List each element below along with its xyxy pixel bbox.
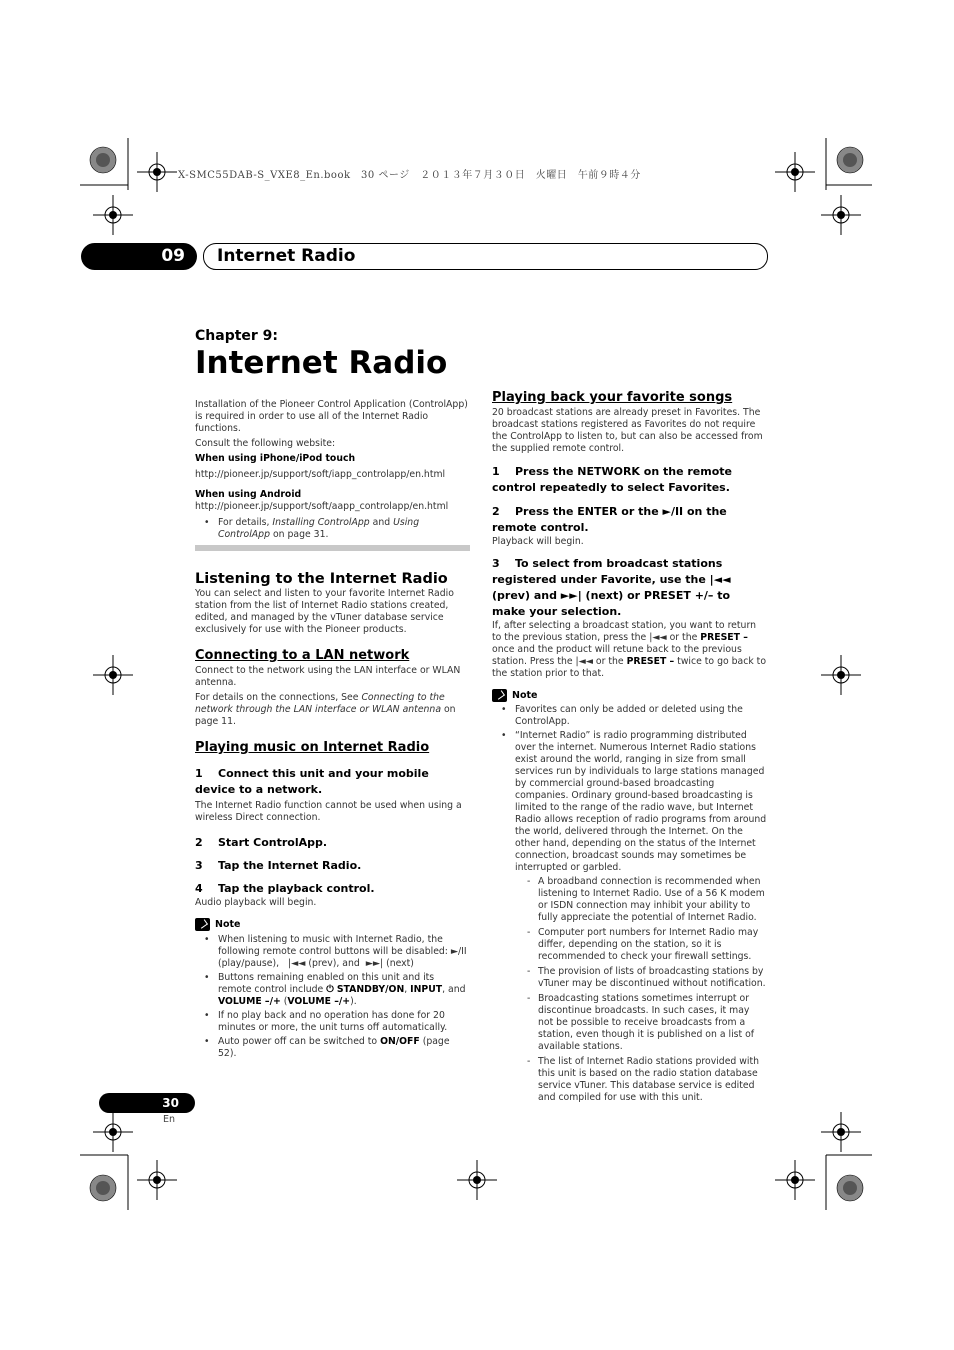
listening-body: You can select and listen to your favorite Internet Radio station from the list of Internet Radio stations created, edited, and managed by the vTuner database service exclusively for use with the Pioneer products.	[195, 588, 454, 635]
lan-heading: Connecting to a LAN network	[195, 648, 410, 663]
dash-item: - The list of Internet Radio stations provided with this unit is based on the radio station database service vTuner. This database service is edited and compiled for use with this unit.	[492, 1056, 767, 1104]
left-column	[195, 330, 470, 1060]
step-2: 2 Start ControlApp.	[195, 836, 328, 849]
note-item: • Buttons remaining enabled on this unit and its remote control include ⏻ STANDBY/ON, INPUT, and VOLUME –/+ (VOLUME –/+).	[195, 972, 470, 1008]
music-heading: Playing music on Internet Radio	[195, 740, 430, 755]
page-title: Internet Radio	[195, 345, 448, 381]
lan-details: For details on the connections, See Connecting to the network through the LAN interface or WLAN antenna on page 11.	[195, 692, 456, 727]
fav-step-2-body: Playback will begin.	[492, 536, 584, 547]
note-item: • “Internet Radio” is radio programming distributed over the internet. Numerous Internet Radio stations exist around the world, ranging in size from small services run by individuals to large stations managed by commercial ground-based broadcasting companies. Ordinary ground-based broadcasting is limited to the range of the radio wave, but Internet Radio allows reception of radio programs from around the world, delivered through the Internet. On the other hand, depending on the status of the Internet connection, broadcast sounds may sometimes be interrupted or garbled.	[492, 730, 767, 874]
note-item: • If no play back and no operation has done for 20 minutes or more, the unit turns off automatically.	[195, 1010, 470, 1034]
fav-step-3: 3 To select from broadcast stations registered under Favorite, use the |◄◄ (prev) and ►►| (next) or PRESET +/– to make your selection.	[492, 557, 731, 618]
intro-text: Installation of the Pioneer Control Application (ControlApp) is required in order to use all of the Internet Radio functions.	[195, 399, 468, 434]
step-4-body: Audio playback will begin.	[195, 897, 317, 908]
note-heading: Note	[195, 918, 470, 931]
page-number: 30	[99, 1093, 195, 1113]
iphone-url: http://pioneer.jp/support/soft/iapp_controlapp/en.html	[195, 469, 446, 480]
fav-step-2: 2 Press the ENTER or the ►/II on the remote control.	[492, 505, 727, 534]
dash-item: - Broadcasting stations sometimes interrupt or discontinue broadcasts. In such cases, it may not be possible to receive broadcasts from a station, even though it is published on a list of available stations.	[492, 993, 767, 1053]
note-icon	[492, 689, 507, 702]
dash-item: - Computer port numbers for Internet Radio may differ, depending on the station, so it is recommended to check your firewall settings.	[492, 927, 767, 963]
listening-heading: Listening to the Internet Radio	[195, 571, 448, 587]
chapter-title-header: Internet Radio	[203, 243, 768, 270]
language-code: En	[163, 1114, 176, 1125]
step-3: 3 Tap the Internet Radio.	[195, 859, 362, 872]
iphone-label: When using iPhone/iPod touch	[195, 453, 356, 464]
fav-step-1: 1 Press the NETWORK on the remote control repeatedly to select Favorites.	[492, 465, 733, 494]
dash-item: - A broadband connection is recommended when listening to Internet Radio. Use of a 56 K modem or ISDN connection may inhibit your ability to fully appreciate the potential of Internet Radio.	[492, 876, 767, 924]
step-1: 1 Connect this unit and your mobile device to a network.	[195, 767, 429, 796]
android-url: http://pioneer.jp/support/soft/aapp_controlapp/en.html	[195, 501, 449, 512]
note-item: • Auto power off can be switched to ON/OFF (page 52).	[195, 1036, 470, 1060]
favorites-heading: Playing back your favorite songs	[492, 390, 733, 405]
note-item: • When listening to music with Internet Radio, the following remote control buttons will be disabled: ►/II (play/pause), |◄◄ (prev), and ►►| (next)	[195, 934, 470, 970]
note-item: • Favorites can only be added or deleted using the ControlApp.	[492, 704, 767, 728]
right-column	[492, 392, 767, 1104]
step-1-body: The Internet Radio function cannot be used when using a wireless Direct connection.	[195, 800, 462, 823]
file-slug: X-SMC55DAB-S_VXE8_En.book 30 ページ ２０１３年７月３０日 火曜日 午前９時４分	[178, 170, 641, 181]
consult-text: Consult the following website:	[195, 438, 336, 449]
fav-step-3-body: If, after selecting a broadcast station, you want to return to the previous station, press the |◄◄ or the PRESET – once and the product will retune back to the previous station. Press the |◄◄ or the PRESET – twice to go back to the station prior to that.	[492, 620, 767, 679]
dash-item: - The provision of lists of broadcasting stations by vTuner may be discontinued without notification.	[492, 966, 767, 990]
favorites-body: 20 broadcast stations are already preset in Favorites. The broadcast stations registered as Favorites do not require the ControlApp to listen to, but can also be accessed from the supplied remote control.	[492, 407, 763, 454]
android-label: When using Android	[195, 489, 302, 500]
lan-body: Connect to the network using the LAN interface or WLAN antenna.	[195, 665, 461, 688]
chapter-label: Chapter 9:	[195, 328, 279, 344]
chapter-number-tab: 09	[81, 243, 197, 270]
step-4: 4 Tap the playback control.	[195, 882, 375, 895]
note-icon	[195, 918, 210, 931]
note-heading: Note	[492, 689, 767, 702]
details-note: • For details, Installing ControlApp and Using ControlApp on page 31.	[195, 517, 470, 541]
